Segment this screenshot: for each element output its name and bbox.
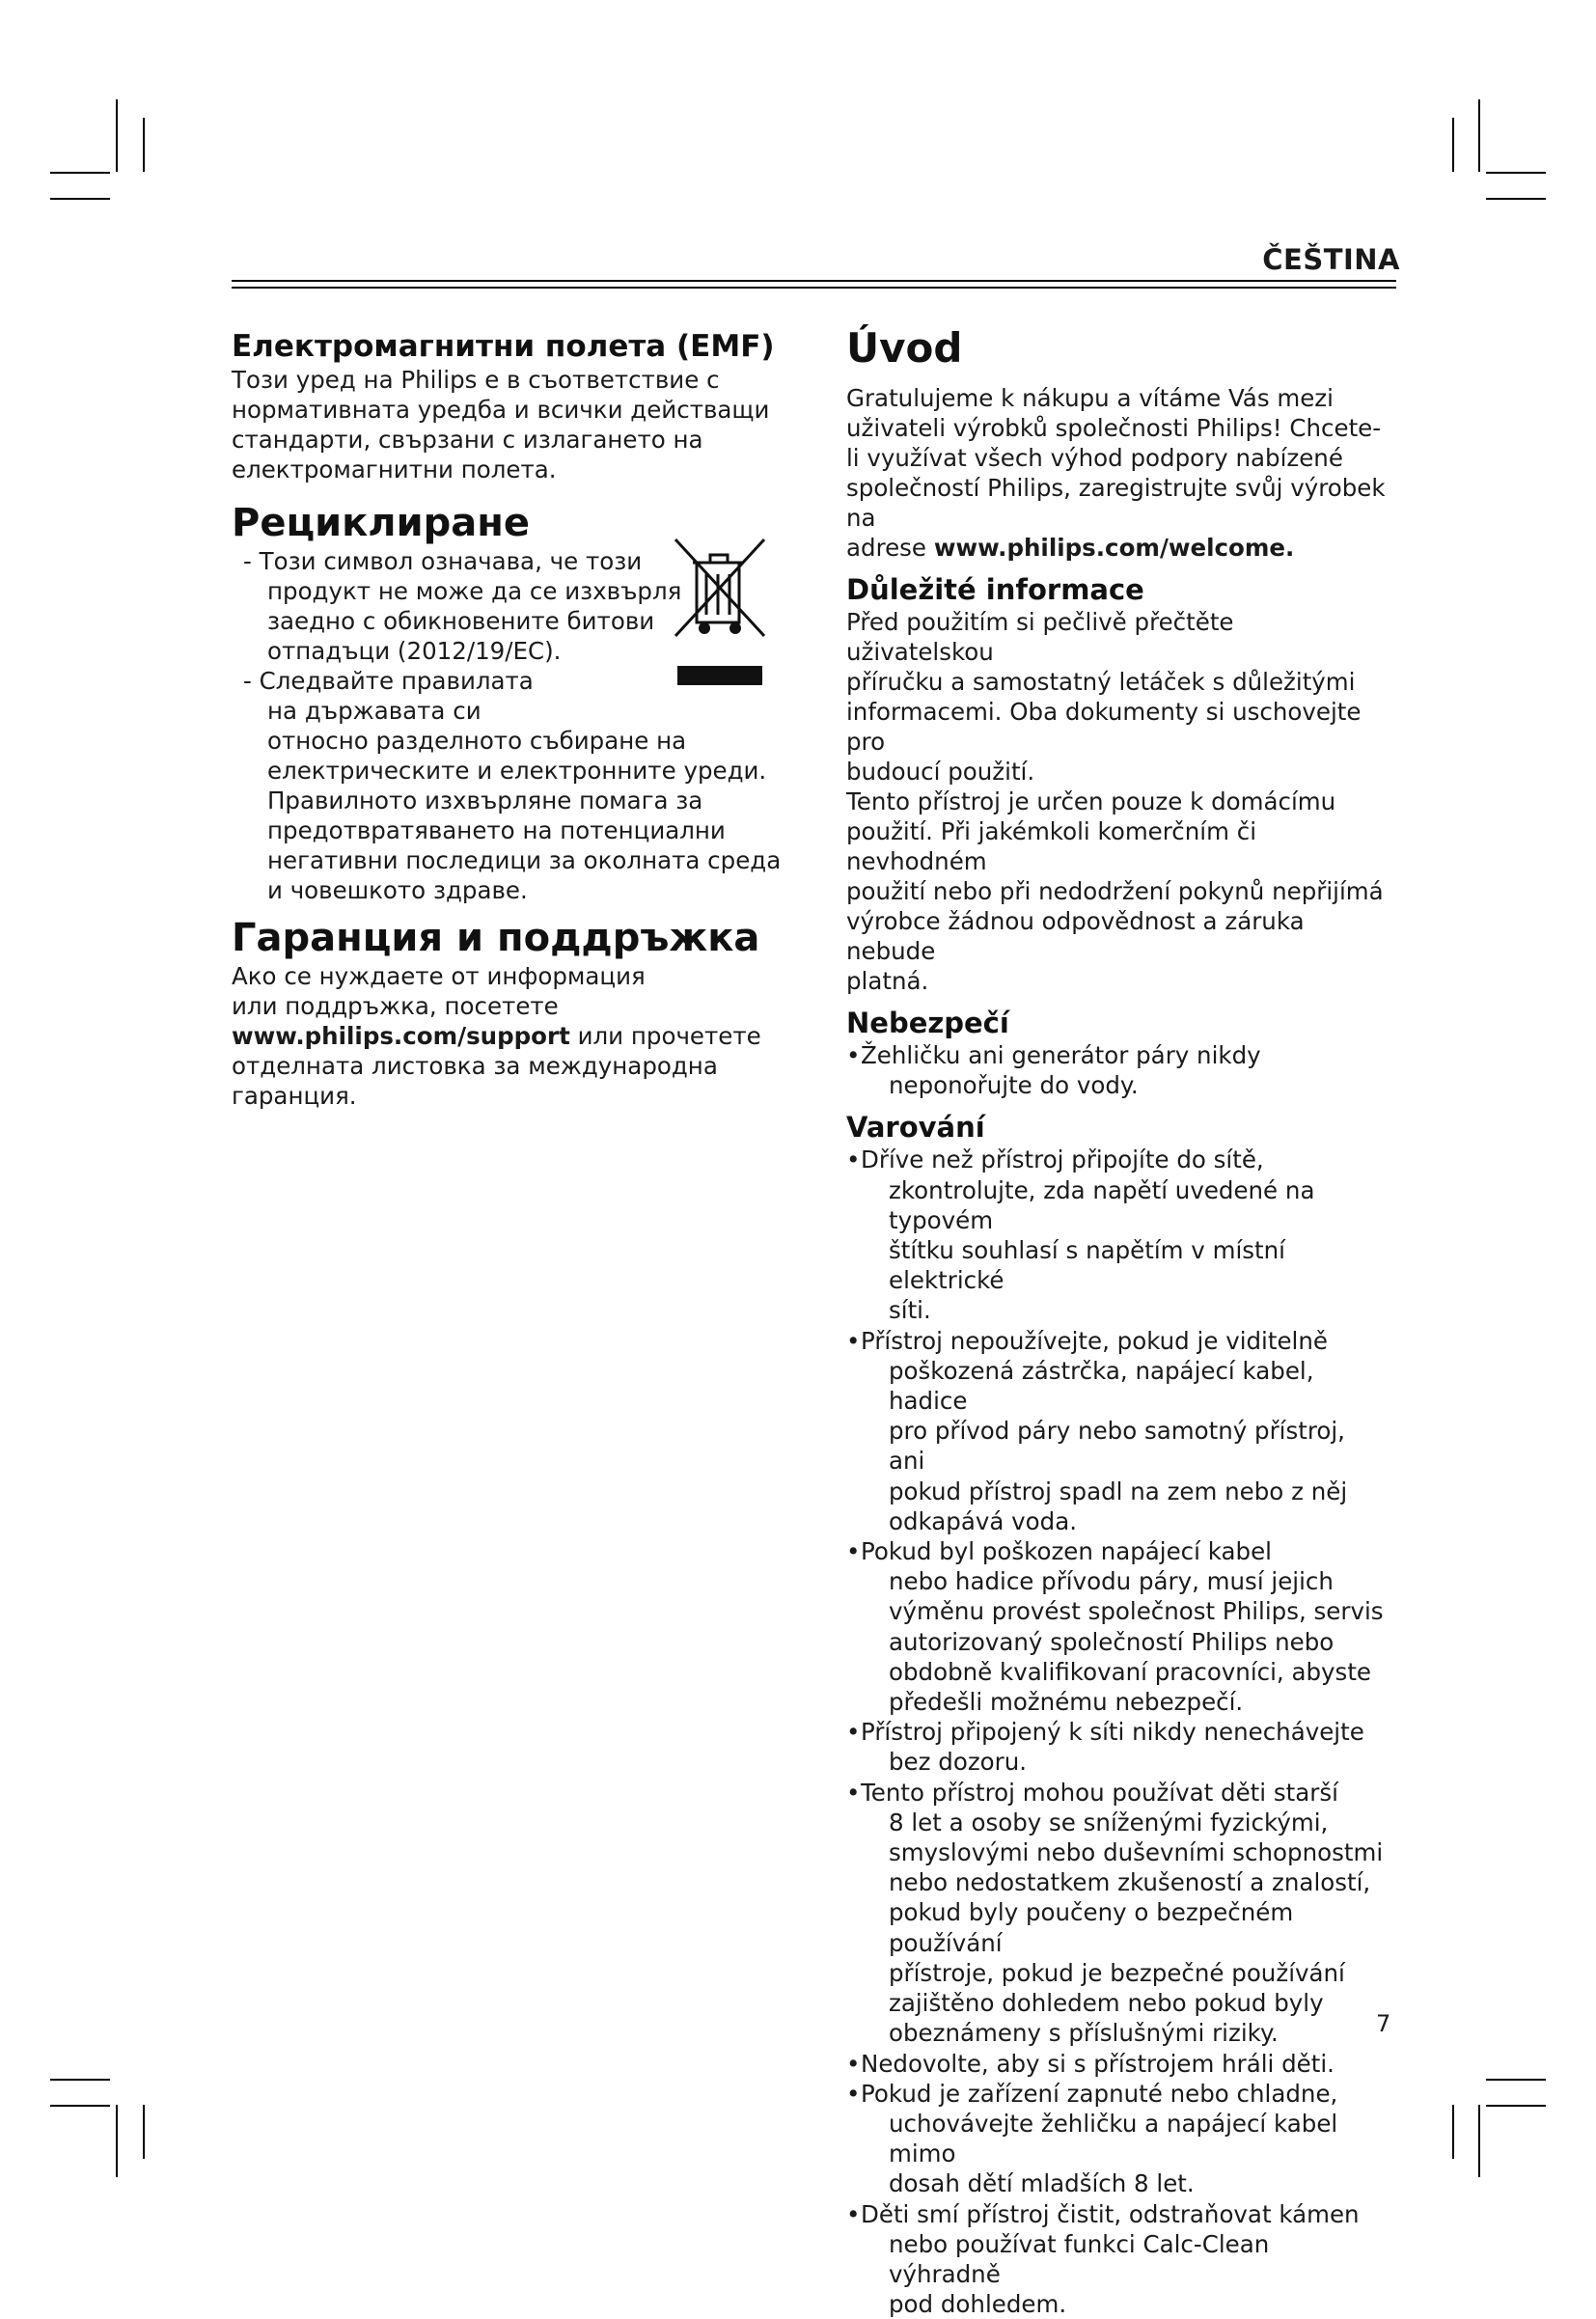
crop-mark (50, 172, 110, 174)
recycling-bar (677, 666, 762, 685)
emf-heading: Електромагнитни полета (EMF) (232, 329, 775, 364)
list-item: • Nedovolte, aby si s přístrojem hráli děti. (846, 2049, 1335, 2078)
header-rule (232, 287, 1396, 289)
right-column (846, 323, 1387, 2319)
crossed-out-wheelie-bin-icon (668, 536, 772, 642)
left-column (232, 328, 801, 1111)
emf-text: Този уред на Philips е в съответствие с нормативната уредба и всички действащи стандарти, свързани с излагането на електромагнитни полета. (232, 366, 770, 483)
recycling-heading: Рециклиране (232, 501, 530, 545)
warning-list (846, 1145, 1387, 2319)
danger-list (846, 1040, 1387, 1100)
crop-mark (1478, 99, 1480, 172)
list-item: • Pokud byl poškozen napájecí kabel nebo hadice přívodu páry, musí jejich výměnu provést společnost Philips, servis autorizovaný společností Philips nebo obdobně kvalifikovaní pracovníci, abyste předešli možnému nebezpečí. (846, 1537, 1384, 1717)
crop-mark (50, 198, 110, 200)
crop-mark (1486, 198, 1546, 200)
crop-mark (1452, 118, 1454, 172)
crop-mark (143, 2105, 145, 2159)
crop-mark (1486, 2079, 1546, 2081)
intro-text: Gratulujeme k nákupu a vítáme Vás mezi uživateli výrobků společnosti Philips! Chcete- li využívat všech výhod podpory nabízené společností Philips, zaregistrujte svůj výrobek na adrese www.philips.com/welcome. (846, 384, 1386, 562)
welcome-link[interactable]: www.philips.com/welcome. (933, 534, 1295, 562)
list-item: • Žehličku ani generátor páry nikdy neponořujte do vody. (846, 1041, 1261, 1100)
language-header: ČEŠTINA (1262, 243, 1400, 276)
header-rule (232, 280, 1396, 282)
intro-heading: Úvod (846, 324, 963, 372)
list-item: • Pokud je zařízení zapnuté nebo chladne, uchovávejte žehličku a napájecí kabel mimo dosah dětí mladších 8 let. (846, 2079, 1338, 2198)
crop-mark (50, 2105, 110, 2107)
crop-mark (1452, 2105, 1454, 2159)
important-text: Před použitím si pečlivě přečtěte uživatelskou příručku a samostatný letáček s důležitými informacemi. Oba dokumenty si uschovejte pro budoucí použití. Tento přístroj je určen pouze k domácímu použití. Při jakémkoli komerčním či nevhodném použití nebo při nedodržení pokynů nepřijímá výrobce žádnou odpovědnost a záruka nebude platná. (846, 608, 1384, 995)
crop-mark (1486, 2105, 1546, 2107)
danger-heading: Nebezpečí (846, 1007, 1009, 1039)
warranty-text: Ако се нуждаете от информация или поддръжка, посетете www.philips.com/support или прочетете отделната листовка за международна гаранция. (232, 962, 761, 1110)
recycling-item: - Следвайте правилата на държавата си относно разделното събиране на електрическите и електронните уреди. Правилното изхвърляне помага за предотвратяването на потенциални негативни последици за околната среда и човешкото здраве. (243, 667, 782, 904)
list-item: • Přístroj připojený k síti nikdy nenechávejte bez dozoru. (846, 1718, 1364, 1777)
list-item: • Děti smí přístroj čistit, odstraňovat kámen nebo používat funkci Calc-Clean výhradně pod dohledem. (846, 2199, 1360, 2319)
crop-mark (116, 2105, 118, 2177)
important-heading: Důležité informace (846, 573, 1144, 606)
crop-mark (1486, 172, 1546, 174)
list-item: • Tento přístroj mohou používat děti starší 8 let a osoby se sníženými fyzickými, smyslovými nebo duševními schopnostmi nebo nedostatkem zkušeností a znalostí, pokud byly poučeny o bezpečném používání přístroje, pokud je bezpečné používání zajištěno dohledem nebo pokud byly obeznámeny s příslušnými riziky. (846, 1778, 1384, 2048)
crop-mark (50, 2079, 110, 2081)
list-item: • Přístroj nepoužívejte, pokud je viditelně poškozená zástrčka, napájecí kabel, hadice pro přívod páry nebo samotný přístroj, ani pokud přístroj spadl na zem nebo z něj odkapává voda. (846, 1326, 1348, 1535)
support-link[interactable]: www.philips.com/support (232, 1022, 570, 1050)
warranty-heading: Гаранция и поддръжка (232, 916, 760, 960)
warning-heading: Varování (846, 1111, 985, 1145)
recycling-item: - Този символ означава, че този продукт не може да се изхвърля заедно с обикновените битови отпадъци (2012/19/EC). (243, 547, 682, 665)
crop-mark (1478, 2105, 1480, 2177)
page-number: 7 (1376, 2010, 1391, 2037)
crop-mark (116, 99, 118, 172)
crop-mark (143, 118, 145, 172)
list-item: • Dříve než přístroj připojíte do sítě, zkontrolujte, zda napětí uvedené na typovém štítku souhlasí s napětím v místní elektrické síti. (846, 1146, 1315, 1325)
